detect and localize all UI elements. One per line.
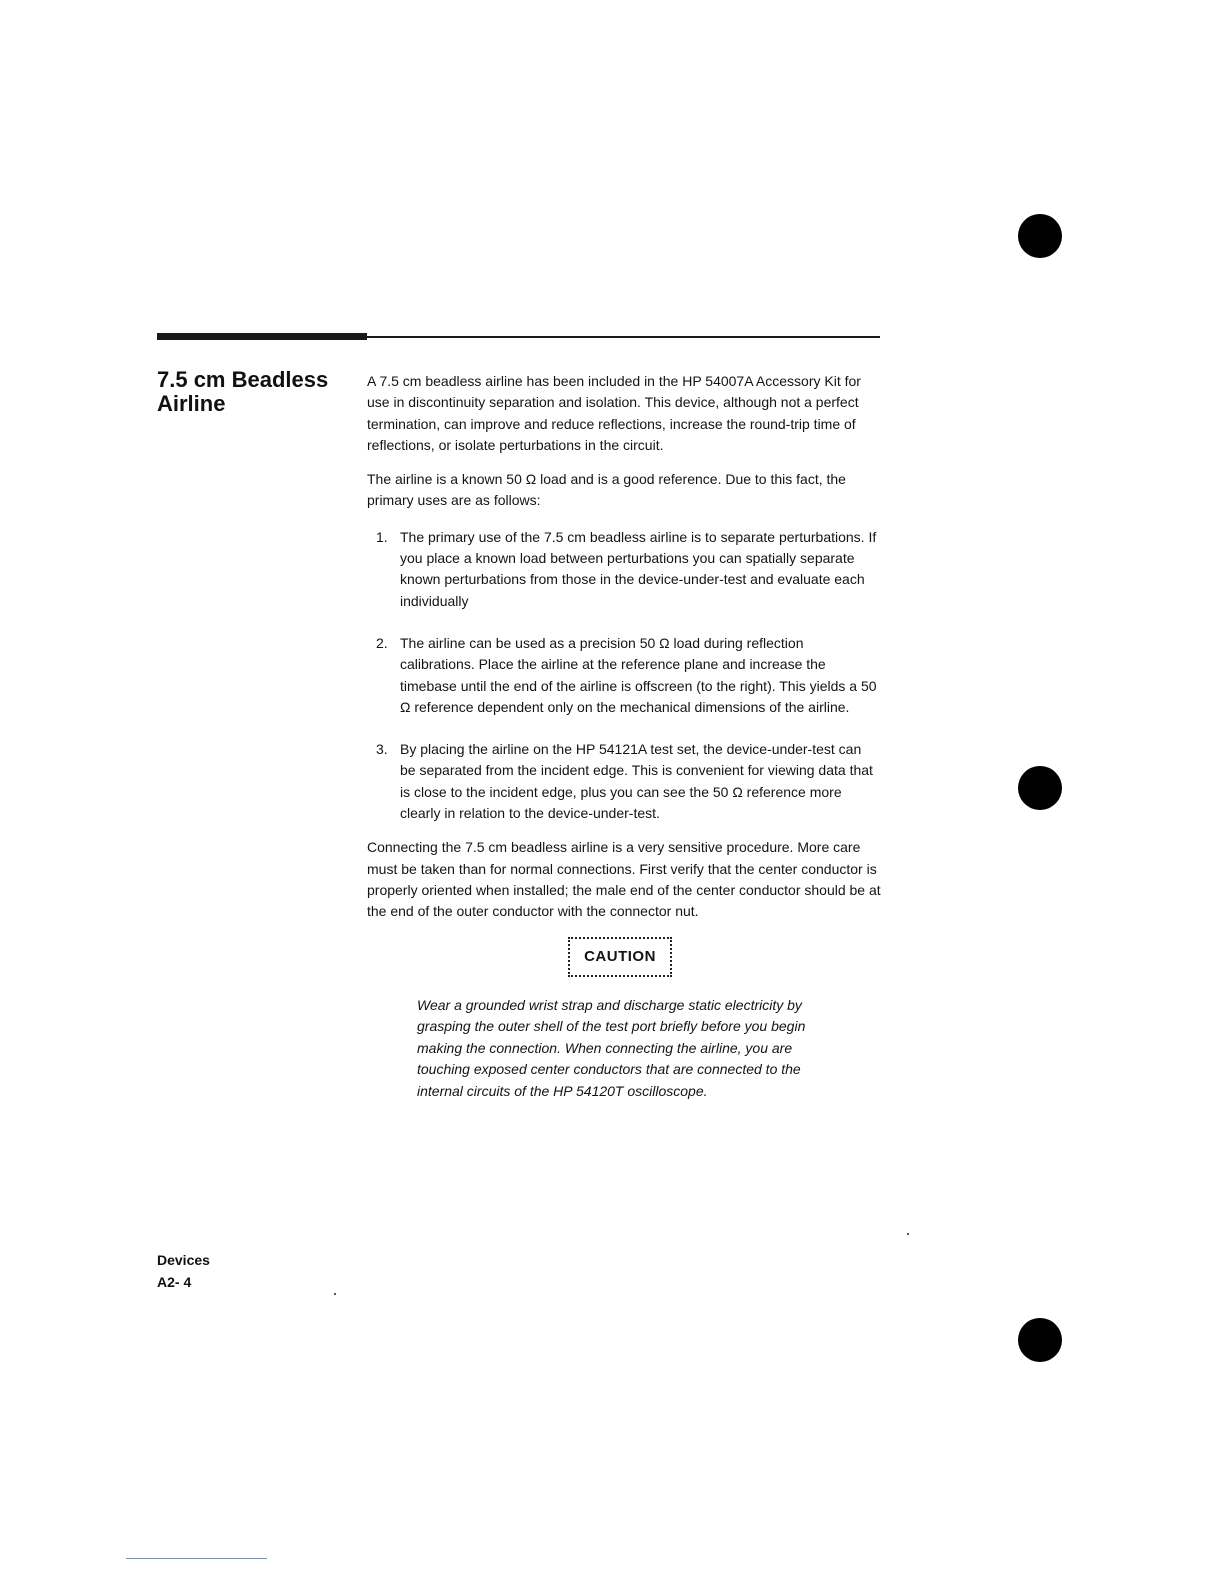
- list-item-number: 3.: [376, 741, 388, 758]
- connecting-paragraph: Connecting the 7.5 cm beadless airline is a very sensitive procedure. More care must be taken than for normal connections. First verify that the center conductor is properly oriented when installed; the male end of the center conductor should be at the end of the outer conductor with the connector nut.: [367, 839, 881, 920]
- list-item: [367, 527, 887, 612]
- punch-hole-middle: [1018, 766, 1062, 810]
- list-item-number: 2.: [376, 634, 388, 651]
- section-rule-heavy: [157, 333, 367, 340]
- list-item-text: The primary use of the 7.5 cm beadless airline is to separate perturbations. If you place a known load between perturbations you can spatially separate known perturbations from those in the device-under-test and evaluate each individually: [400, 528, 877, 609]
- bottom-edge-line: [126, 1558, 267, 1559]
- punch-hole-bottom: [1018, 1318, 1062, 1362]
- caution-banner: [367, 937, 887, 981]
- footer-section-label: Devices: [157, 1252, 210, 1268]
- list-item: [367, 633, 887, 718]
- caution-label: CAUTION: [568, 937, 672, 977]
- punch-hole-top: [1018, 214, 1062, 258]
- scan-speck: [907, 1233, 909, 1235]
- list-item-text: The airline can be used as a precision 50 Ω load during reflection calibrations. Place the airline at the reference plane and increase the timebase until the end of the airline is offscreen (to the right). This yields a 50 Ω reference dependent only on the mechanical dimensions of the airline.: [400, 634, 877, 715]
- caution-text: Wear a grounded wrist strap and discharge static electricity by grasping the outer shell of the test port briefly before you begin making the connection. When connecting the airline, you are touching exposed center conductors that are connected to the internal circuits of the HP 54120T oscilloscope.: [417, 996, 806, 1099]
- reference-paragraph: The airline is a known 50 Ω load and is a good reference. Due to this fact, the primary uses are as follows:: [367, 471, 846, 509]
- list-item: [367, 739, 887, 824]
- list-item-number: 1.: [376, 528, 388, 545]
- uses-list: [367, 527, 887, 825]
- body-column: [367, 371, 887, 1102]
- section-rule-thin: [367, 336, 880, 338]
- list-item-text: By placing the airline on the HP 54121A test set, the device-under-test can be separated from the incident edge. This is convenient for viewing data that is close to the incident edge, plus you can see the 50 Ω reference more clearly in relation to the device-under-test.: [400, 741, 873, 822]
- scan-speck: [334, 1293, 336, 1295]
- page-number: A2- 4: [157, 1274, 192, 1290]
- intro-paragraph: A 7.5 cm beadless airline has been included in the HP 54007A Accessory Kit for use in discontinuity separation and isolation. This device, although not a perfect termination, can improve and reduce reflections, increase the round-trip time of reflections, or isolate perturbations in the circuit.: [367, 373, 861, 453]
- section-title: 7.5 cm Beadless Airline: [157, 367, 329, 416]
